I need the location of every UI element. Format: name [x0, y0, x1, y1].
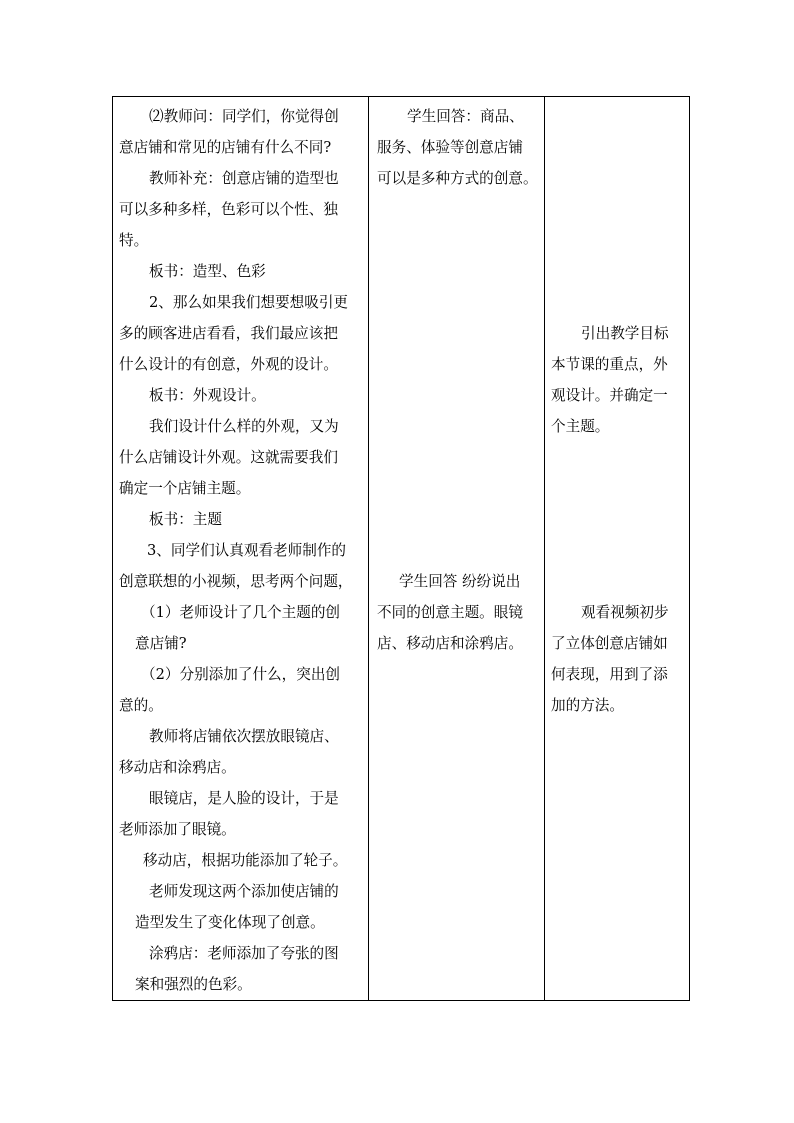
- text-line: 意店铺和常见的店铺有什么不同?: [119, 139, 332, 156]
- text-line: 板书：主题: [149, 511, 222, 528]
- text-line: 服务、体验等创意店铺: [377, 139, 523, 156]
- text-line: 什么店铺设计外观。这就需要我们: [119, 449, 338, 466]
- text-line: ⑵教师问：同学们，你觉得创: [149, 108, 339, 125]
- text-line: 个主题。: [551, 418, 610, 435]
- text-line: 了立体创意店铺如: [551, 635, 668, 652]
- student-activity-cell: [369, 97, 545, 1001]
- text-line: 什么设计的有创意，外观的设计。: [119, 356, 338, 373]
- text-line: 店、移动店和涂鸦店。: [377, 635, 523, 652]
- teacher-activity-cell: [113, 97, 369, 1001]
- text-line: （2）分别添加了什么，突出创: [141, 666, 341, 683]
- text-line: 特。: [119, 232, 149, 249]
- text-line: 引出教学目标: [581, 325, 669, 342]
- text-line: 教师将店铺依次摆放眼镜店、: [149, 728, 339, 745]
- design-intent-cell: [545, 97, 690, 1001]
- text-line: 教师补充：创意店铺的造型也: [149, 170, 339, 187]
- table-row: [113, 97, 690, 1001]
- text-line: 确定一个店铺主题。: [119, 480, 251, 497]
- text-line: 老师发现这两个添加使店铺的: [149, 883, 339, 900]
- text-line: 我们设计什么样的外观，又为: [149, 418, 339, 435]
- text-line: 不同的创意主题。眼镜: [377, 604, 523, 621]
- text-line: 意的。: [119, 697, 163, 714]
- text-line: 本节课的重点，外: [551, 356, 668, 373]
- text-line: 移动店和涂鸦店。: [119, 759, 236, 776]
- text-line: 观看视频初步: [581, 604, 669, 621]
- text-line: 何表现，用到了添: [551, 666, 668, 683]
- text-line: 3、同学们认真观看老师制作的: [147, 542, 347, 559]
- text-line: 可以是多种方式的创意。: [377, 170, 538, 187]
- text-line: 意店铺?: [135, 635, 187, 652]
- text-line: 加的方法。: [551, 697, 624, 714]
- text-line: 造型发生了变化体现了创意。: [135, 914, 325, 931]
- text-line: 2、那么如果我们想要想吸引更: [149, 294, 349, 311]
- text-line: 老师添加了眼镜。: [119, 821, 236, 838]
- text-line: 案和强烈的色彩。: [135, 976, 252, 993]
- text-line: 多的顾客进店看看，我们最应该把: [119, 325, 338, 342]
- text-line: 板书：外观设计。: [149, 387, 266, 404]
- text-line: 学生回答：商品、: [407, 108, 524, 125]
- text-line: 板书：造型、色彩: [149, 263, 266, 280]
- text-line: （1）老师设计了几个主题的创: [141, 604, 341, 621]
- text-line: 可以多种多样，色彩可以个性、独: [119, 201, 338, 218]
- lesson-plan-table: [112, 96, 690, 1001]
- text-line: 学生回答 纷纷说出: [399, 573, 521, 590]
- text-line: 创意联想的小视频，思考两个问题，: [119, 573, 353, 590]
- text-line: 移动店，根据功能添加了轮子。: [143, 852, 348, 869]
- text-line: 涂鸦店：老师添加了夸张的图: [149, 945, 339, 962]
- text-line: 眼镜店，是人脸的设计，于是: [149, 790, 339, 807]
- text-line: 观设计。并确定一: [551, 387, 668, 404]
